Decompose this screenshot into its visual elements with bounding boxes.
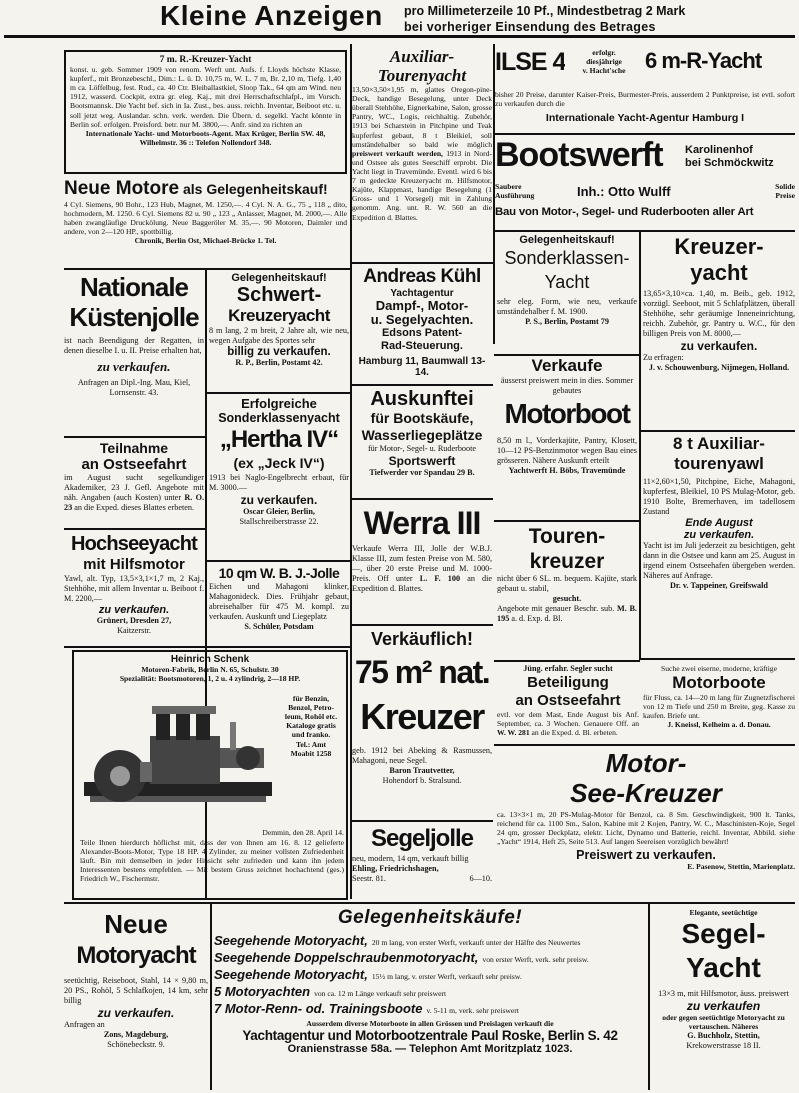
offer-item bbox=[214, 983, 646, 1000]
ad-body: für Fluss, ca. 14—20 m lang für Zugnetzfischerei von 12 m Tiefe und 250 m Breite, geg. Kasse zu kaufen. Briefe unt. bbox=[643, 693, 795, 721]
ad-body: 13,65×3,10×ca. 1,40, m. Beib., geb. 1912, vorzügl. Seeboot, mit 5 Schlafplätzen, überall Stehhöhe, sehr geräumige Inneneinrichtung, reichh. Zubehör, gr. Pantry u. W.C., für den billigen Preis von M. 8000,— bbox=[643, 289, 795, 338]
ad-body-text-2: Angebote mit genauer Beschr. sub. bbox=[497, 604, 615, 613]
ad-code: W. W. 281 bbox=[497, 728, 530, 738]
ad-contact-l2: Kaitzerstr. bbox=[117, 626, 151, 635]
ad-title-l2: an Ostseefahrt bbox=[515, 692, 621, 709]
price-line-2: bei vorheriger Einsendung des Betrages bbox=[404, 20, 656, 34]
company-address: Motoren-Fabrik, Berlin N. 65, Schulstr. 30 bbox=[141, 665, 279, 674]
ad-body: 8 m lang, 2 m breit, 2 Jahre alt, wie neu, wegen Aufgabe des Sportes sehr bbox=[209, 326, 349, 345]
ad-contact-l1: Baron Trautvetter, bbox=[389, 766, 455, 775]
ad-neue-motoryacht bbox=[64, 908, 208, 1090]
ad-body: ca. 13×3×1 m, 20 PS-Mulag-Motor für Benzol, ca. 8 Sm. Geschwindigkeit, 900 lt. Tanks, reichend für ca. 1100 Sm., Salon, Kabine mit 2 Kojen, Pantry, W. C., Maschinisten-Koje, Segel 24 qm, grosser Deckplatz, elektr. Licht, Dynamo und Batterie, reichl. Inventar, Abbild. siehe „Yacht“ 1914, Heft 25, Seite 513. Auf langen Seereisen vorzüglich bewährt! bbox=[497, 810, 795, 847]
ad-andreas-kuehl bbox=[352, 266, 492, 382]
ad-contact: Dr. v. Tappeiner, Greifswald bbox=[670, 581, 768, 590]
ad-segeljolle bbox=[352, 824, 492, 898]
ad-contact: J. v. Schouwenburg, Nijmegen, Holland. bbox=[648, 363, 790, 372]
ad-size: 75 m² nat. bbox=[354, 654, 490, 690]
ad-body-2: oder gegen seetüchtige Motoryacht zu vertauschen. Näheres bbox=[662, 1013, 785, 1032]
ad-title-l2: Kreuzeryacht bbox=[228, 306, 330, 325]
ad-code: L. F. 100 bbox=[419, 574, 461, 583]
offer-list bbox=[214, 932, 646, 1017]
ad-brand: Sportswerft bbox=[388, 454, 456, 468]
ad-middle bbox=[570, 48, 638, 75]
ad-contact-l2: Schönebeckstr. 9. bbox=[107, 1040, 165, 1049]
ad-contact: P. S., Berlin, Postamt 79 bbox=[525, 317, 609, 326]
ad-title-l1: Neue bbox=[104, 909, 168, 939]
ad-sell: zu verkaufen. bbox=[683, 529, 755, 541]
ad-title: 10 qm W. B. J.-Jolle bbox=[218, 565, 340, 581]
ad-sub: für Motor-, Segel- u. Ruderboote bbox=[367, 444, 477, 453]
ad-title-l2: yacht bbox=[690, 260, 748, 285]
ad-sonderklassen-yacht bbox=[497, 234, 637, 354]
ad-body: neu, modern, 14 qm, verkauft billig bbox=[352, 854, 469, 863]
ad-segel-yacht bbox=[652, 908, 795, 1090]
ad-bootswerft bbox=[495, 136, 795, 228]
ad-services: Bau von Motor-, Segel- und Ruderbooten aller Art bbox=[495, 206, 754, 218]
ad-sell: zu verkaufen. bbox=[680, 339, 758, 353]
ad-body-2 bbox=[497, 604, 637, 624]
ad-title-l1: Kreuzer- bbox=[674, 234, 764, 259]
ad-body: konst. u. geb. Sommer 1909 von renom. Werft unt. Aufs. f. Lloyds höchste Klasse, kupferf., mit Bronzebeschl., Dim.: L. ü. D. 10,75 m, W. L. 7 m, Br. 2,10 m, Tiefg. 1,40 m ca. Löffelbug, fest. Rud., ca. 40 Ctr. Bleiballastkiel, Sloop Tak., 64 qm am Wind. neu 1912, wasserd. Cockpit, extra gr. eleg. Kaj., mit drei Herrschaftschlafpl., im Vorsch. Bootsmannsk. Die Yacht bef. sich in Ia. Zust., bes. auss. reichh. Inventar, Beiboot etc. u. soll jetzt weg. Auslandar. schn. verk. werden. Die Übern. d. segelkl. Yacht könnte in Berlin sof. erfolgen. Preisford. betr. nur M. 3800,—. Anfr. sind zu richten an bbox=[70, 65, 341, 129]
ad-body bbox=[64, 473, 204, 513]
feature-l7: Moabit 1258 bbox=[290, 748, 332, 758]
ad-title-l2: Motoryacht bbox=[76, 942, 196, 969]
ad-title-l1: Sonderklassen- bbox=[504, 248, 630, 268]
ad-contact: Internationale Yacht-Agentur Hamburg I bbox=[545, 112, 745, 124]
testimonial-text: Teile Ihnen hierdurch höflichst mit, dass der von Ihnen am 16. 8. 12 gelieferte Alexander-Boots-Motor, Type 18 HP. 4 Zylinder, zu meiner vollsten Zufriedenheit läuft. Bin mit demselben in jeder Hinsicht sehr zufrieden und kann ihn jedem Interessenten bestens empfehlen. — Mit bestem Gruss zeichnet hochachtend (ges.) Friedrich W., Fischermstr. bbox=[80, 838, 344, 884]
ad-title-l1: Touren- bbox=[528, 525, 606, 548]
ad-head: Suche zwei eiserne, moderne, kräftige bbox=[661, 664, 777, 673]
offer-item bbox=[214, 932, 646, 949]
price-line-1: pro Millimeterzeile 10 Pf., Mindestbetrag 2 Mark bbox=[404, 4, 686, 18]
ad-title-l1: Motor- bbox=[605, 748, 687, 778]
ad-body: bisher 20 Preise, darunter Kaiser-Preis, Burmester-Preis, ausserdem 2 Punktpreise, ist evtl. sofort zu verkaufen durch die bbox=[495, 90, 795, 109]
ad-sell: zu verkaufen bbox=[686, 999, 761, 1014]
ad-head-l1: Erfolgreiche bbox=[241, 396, 317, 411]
ad-neue-motore bbox=[64, 178, 347, 266]
ad-kreuzer-yacht bbox=[643, 234, 795, 428]
ad-title: Motorboote bbox=[672, 673, 766, 693]
ad-sell: zu verkaufen. bbox=[98, 604, 170, 616]
ad-head: Gelegenheitskauf! bbox=[231, 272, 327, 284]
ad-hertha-iv bbox=[209, 396, 349, 558]
ad-auskunftei bbox=[352, 388, 492, 496]
offer-detail: von erster Werft, verk. sehr preisw. bbox=[482, 955, 589, 964]
ad-title: Verkäuflich! bbox=[370, 629, 474, 649]
ad-title: Verkaufe bbox=[531, 356, 603, 375]
ad-left-l2: Ausführung bbox=[495, 191, 535, 201]
ad-left-note bbox=[495, 182, 555, 200]
ad-head-l2: Sonderklassenyacht bbox=[218, 411, 340, 425]
ad-title: Bootswerft bbox=[495, 136, 663, 174]
offer-name: 7 Motor-Renn- od. Trainingsboote bbox=[214, 1001, 423, 1016]
ad-title-l2: See-Kreuzer bbox=[570, 778, 722, 808]
ad-body bbox=[352, 544, 492, 594]
ad-body: 13×3 m, mit Hilfsmotor, äuss. preiswert bbox=[658, 989, 789, 999]
ad-sell: zu verkaufen. bbox=[97, 359, 171, 374]
ad-item: Kreuzer bbox=[360, 696, 484, 737]
ad-middle-l2: diesjährige bbox=[586, 57, 622, 67]
ad-body-text: evtl. vor dem Mast, Ende August bis Anf. September, ca. 3 Wochen. Genauere Off. an bbox=[497, 710, 639, 729]
ad-jolle-10qm bbox=[209, 564, 349, 646]
ad-line2: u. Segelyachten. bbox=[370, 312, 474, 327]
ad-title-l2: tourenyawl bbox=[674, 454, 764, 473]
page-title: Kleine Anzeigen bbox=[160, 0, 383, 31]
ad-title-l2: für Bootskäufe, bbox=[370, 410, 474, 426]
yacht-name: ILSE 4 bbox=[495, 48, 565, 76]
ad-teilnahme-ostseefahrt bbox=[64, 440, 204, 526]
offer-detail: 15½ m lang, v. erster Werft, verkauft sehr preisw. bbox=[371, 972, 522, 981]
ad-sell: billig zu verkaufen. bbox=[227, 346, 331, 358]
ad-nationale-kuestenjolle bbox=[64, 272, 204, 434]
ad-address: Hamburg 11, Baumwall 13-14. bbox=[358, 356, 486, 378]
ad-contact-l2: Stallschreiberstrasse 22. bbox=[239, 517, 319, 526]
ad-contact-2 bbox=[352, 874, 492, 884]
ad-body-text-2: an die Exped. d. Bl. erbeten. bbox=[531, 728, 618, 738]
offer-name: 5 Motoryachten bbox=[214, 984, 311, 999]
ad-body: 11×2,60×1,50, Pitchpine, Eiche, Mahagoni, kupferfest, Bleikiel, 10 PS Mulag-Motor, geb. 1910 Bolte, Bremerhaven, im tadellosem Zustand bbox=[643, 477, 795, 516]
ad-emphasis: preiswert verkauft werden, bbox=[352, 148, 443, 158]
ad-head: Jüng. erfahr. Segler sucht bbox=[523, 664, 613, 673]
feature-l3: leum, Rohöl etc. bbox=[284, 712, 338, 722]
ad-body: Yawl, alt. Typ, 13,5×3,1×1,7 m, 2 Kaj., Stehhöhe, mit allem Inventar u. Beiboot f. M. 2200,— bbox=[64, 574, 204, 603]
ad-address: Tiefwerder vor Spandau 29 B. bbox=[369, 468, 475, 477]
ad-body: 4 Cyl. Siemens, 90 Bohr., 123 Hub, Magnet, M. 1250,—. 4 Cyl. N. A. G., 75 „ 118 „ dito, hochmodern, M. 1250. 6 Cyl. Siemens 82 u. 90 „ 123 „ Anlasser, Magnet, M. 2000,—. Alle haben zwangläufige Druckölung. Neue Baggeröler M. 35,—. 90 Motoren, Daimler und andere, von 2—120 HP., spottbillig. bbox=[64, 200, 347, 237]
ad-wanted: gesucht. bbox=[552, 594, 582, 603]
ad-line3: Edsons Patent- bbox=[381, 327, 463, 339]
ad-agency: Yachtagentur und Motorbootzentrale Paul Roske, Berlin S. 42 bbox=[242, 1028, 618, 1044]
feature-l2: Benzol, Petro- bbox=[288, 703, 334, 713]
ad-right-l2: Preise bbox=[775, 191, 795, 201]
ad-right-l1: Solide bbox=[775, 182, 795, 191]
ad-title: Segeljolle bbox=[370, 825, 474, 852]
ad-contact: Chronik, Berlin Ost, Michael-Brücke 1. Tel. bbox=[134, 236, 277, 246]
ad-title: Gelegenheitskäufe! bbox=[337, 907, 523, 928]
ad-contact: Yachtwerft H. Böbs, Travemünde bbox=[508, 466, 626, 475]
ad-title-l2: mit Hilfsmotor bbox=[83, 556, 185, 573]
ad-contact-l2: Hohendorf b. Stralsund. bbox=[382, 776, 462, 785]
ad-line4: Rad-Steuerung. bbox=[381, 340, 463, 352]
ad-heinrich-schenk bbox=[72, 650, 348, 900]
ad-body-text: im August sucht segelkundiger Akademiker, 23 J. Gefl. Angebote mit näh. Angaben (auch Kosten) unter bbox=[64, 473, 204, 502]
ad-auxiliar-tourenyawl bbox=[643, 434, 795, 656]
offer-item bbox=[214, 966, 646, 983]
ad-contact-l1: Zons, Magdeburg, bbox=[103, 1030, 169, 1039]
offer-item bbox=[214, 1000, 646, 1017]
ad-hochseeyacht bbox=[64, 532, 204, 644]
ad-title-line2: Tourenyacht bbox=[377, 66, 467, 85]
ad-body: 8,50 m l., Vorderkajüte, Pantry, Klosett, 10—12 PS-Benzinmotor wegen Bau eines grösseren. Nähere Auskunft erteilt bbox=[497, 436, 637, 465]
ad-contact: R. P., Berlin, Postamt 42. bbox=[235, 358, 323, 367]
ad-address: Oranienstrasse 58a. — Telephon Amt Moritzplatz 1023. bbox=[287, 1043, 573, 1056]
ad-place-l2: bei Schmöckwitz bbox=[685, 157, 774, 169]
ad-title-l2: Yacht bbox=[544, 272, 590, 292]
ad-title-l2: Küstenjolle bbox=[69, 302, 199, 332]
ad-body: seetüchtig, Reiseboot, Stahl, 14 × 9,80 m, 20 PS., Rohöl, 5 Schlafkojen, 14 km, sehr billig bbox=[64, 976, 208, 1005]
ad-owner: Inh.: Otto Wulff bbox=[577, 184, 671, 199]
testimonial-date: Demmin, den 28. April 14. bbox=[262, 828, 344, 837]
ad-title-l2: Yacht bbox=[686, 952, 761, 984]
ad-gelegenheitskaeufe bbox=[214, 906, 646, 1090]
ad-body: geb. 1912 bei Abeking & Rasmussen, Mahagoni, neue Segel. bbox=[352, 746, 492, 765]
ad-contact-pre: Anfragen an bbox=[64, 1020, 105, 1029]
ad-sell: zu verkaufen. bbox=[240, 493, 318, 507]
ad-place bbox=[685, 144, 795, 170]
ad-body-text-2: 1913 in Nord- und Ostsee als gutes Seeschiff erprobt. Die Yacht liegt in Travemünde. Eventl. wird 6 bis 7 m gedeckte Kreuzeryacht m. Hilfsmotor, Kajüte, Klappmast, handige Besegelung (1 Gross- und 1 Vorsegel) mit in Zahlung genomm. Ang. unt. R. W. 560 an die Expedition d. Blattes. bbox=[352, 148, 492, 222]
ad-title-sub: als Gelegenheitskauf! bbox=[179, 181, 328, 197]
ad-item: Motorboot bbox=[504, 398, 630, 429]
engine-illustration bbox=[80, 692, 276, 824]
ad-middle-l3: v. Hacht'sche bbox=[582, 66, 626, 76]
ad-contact-l1: G. Buchholz, Stettin, bbox=[687, 1031, 760, 1041]
ad-title-main: Neue Motore bbox=[64, 178, 180, 199]
ad-auxiliar-tourenyacht bbox=[352, 48, 492, 260]
ad-line1: Dampf-, Motor- bbox=[375, 298, 469, 313]
ad-kreuzer-7m bbox=[64, 50, 347, 174]
ad-code: R. O. 23 bbox=[64, 493, 204, 512]
ad-head: Elegante, seetüchtige bbox=[689, 908, 758, 917]
ad-title-l1: Teilnahme bbox=[99, 440, 169, 456]
feature-l1: für Benzin, bbox=[292, 694, 330, 703]
ad-contact: Internationale Yacht- und Motorboots-Agent. Max Krüger, Berlin SW. 48, Wilhelmstr. 36 :: Telefon Nollendorf 348. bbox=[85, 128, 326, 147]
ad-sub: Yachtagentur bbox=[390, 288, 454, 299]
ad-place-l1: Karolinenhof bbox=[685, 144, 753, 156]
ad-middle-l1: erfolgr. bbox=[592, 48, 616, 57]
ad-verkauflich-kreuzer bbox=[352, 628, 492, 818]
ad-ilse4 bbox=[495, 48, 795, 134]
yacht-type: 6 m-R-Yacht bbox=[645, 48, 762, 73]
ad-date: Ende August bbox=[685, 517, 753, 529]
feature-l5: und franko. bbox=[291, 730, 331, 740]
feature-l4: Kataloge gratis bbox=[286, 721, 336, 731]
ad-name: Andreas Kühl bbox=[363, 266, 481, 287]
ad-title-l1: Schwert- bbox=[236, 284, 322, 306]
ad-werra-iii bbox=[352, 502, 492, 622]
ad-schwert-kreuzeryacht bbox=[209, 272, 349, 390]
ad-title: Werra III bbox=[363, 505, 481, 541]
ad-footer-note: Ausserdem diverse Motorboote in allen Grössen und Preislagen verkauft die bbox=[306, 1019, 554, 1028]
ad-title-l1: 8 t Auxiliar- bbox=[673, 434, 765, 453]
ad-contact: S. Schüler, Potsdam bbox=[244, 622, 314, 631]
ad-title-l1: Nationale bbox=[79, 272, 189, 302]
ad-sell: zu verkaufen. bbox=[97, 1006, 175, 1020]
offer-detail: von ca. 12 m Länge verkauft sehr preiswert bbox=[314, 989, 447, 998]
ad-right-note bbox=[735, 182, 795, 200]
ad-contact-l1: Oscar Gleier, Berlin, bbox=[243, 507, 315, 516]
offer-detail: 20 m lang, von erster Werft, verkauft unter der Hälfte des Neuwertes bbox=[371, 938, 581, 947]
ad-title bbox=[64, 178, 347, 200]
feature-l6: Tel.: Amt bbox=[295, 739, 327, 749]
ad-head: Gelegenheitskauf! bbox=[519, 234, 615, 246]
ad-body-text: Verkaufe Werra III, Jolle der W.B.J. Klasse III, zum festen Preise von M. 580,—, über 20 erste Preise und M. 1000-Preis. Off unter bbox=[352, 544, 492, 583]
ad-body: sehr eleg. Form, wie neu, verkaufe umständehalber f. M. 1900. bbox=[497, 297, 637, 316]
yacht-aka: (ex „Jeck IV“) bbox=[233, 455, 325, 471]
ad-title-l2: an Ostseefahrt bbox=[81, 456, 187, 473]
ad-title-l1: Hochseeyacht bbox=[70, 533, 197, 555]
ad-contact-l1: Grünert, Dresden 27, bbox=[96, 616, 172, 625]
ad-title-l1: Beteiligung bbox=[527, 674, 609, 691]
ad-body-text-2: an die Exped. dieses Blattes erbeten. bbox=[74, 503, 195, 512]
page-header bbox=[4, 0, 795, 38]
ad-beteiligung-ostseefahrt bbox=[497, 664, 639, 742]
ad-body-2: Yacht ist im Juli jederzeit zu besichtigen, geht dann in die Ostsee und kann am 25. August in irgend einem Ostseehafen übergeben werden. Näheres auf Anfrage. bbox=[643, 541, 795, 580]
offer-name: Seegehende Doppelschraubenmotoryacht, bbox=[214, 950, 479, 965]
company-specialty: Spezialität: Bootsmotoren, 1, 2 u. 4 zylindrig, 2—18 HP. bbox=[119, 674, 301, 684]
ad-title-l3: Wasserliegeplätze bbox=[361, 427, 483, 443]
ad-title-l1: Auskunftei bbox=[370, 388, 474, 410]
ad-title-l1: Segel- bbox=[681, 918, 766, 950]
ad-body: nicht über 6 SL. m. bequem. Kajüte, stark gebaut u. stabil, bbox=[497, 574, 637, 593]
ad-sub: äusserst preiswert mein in dies. Sommer gebautes bbox=[500, 376, 634, 395]
ad-contact: Ehling, Friedrichshagen, bbox=[352, 864, 439, 873]
ad-contact-street: Seestr. 81. bbox=[352, 874, 386, 883]
ad-body: ist nach Beendigung der Regatten, in denen dieselbe I. u. II. Preise erhalten hat, bbox=[64, 336, 204, 355]
ad-contact-l2: Krekowerstrasse 18 II. bbox=[686, 1041, 761, 1051]
ad-title: 7 m. R.-Kreuzer-Yacht bbox=[159, 55, 252, 65]
ad-sell: Preiswert zu verkaufen. bbox=[576, 848, 716, 863]
ad-code: M. B. 195 bbox=[497, 604, 637, 623]
ad-body: 1913 bei Naglo-Engelbrecht erbaut, für M. 3000.— bbox=[209, 473, 349, 492]
ad-motorboote-wanted bbox=[643, 664, 795, 742]
ad-contact: J. Kneissl, Kelheim a. d. Donau. bbox=[667, 720, 771, 730]
ad-title-l2: kreuzer bbox=[529, 550, 605, 573]
ad-body bbox=[497, 710, 639, 737]
offer-name: Seegehende Motoryacht, bbox=[214, 967, 368, 982]
offer-name: Seegehende Motoryacht, bbox=[214, 933, 368, 948]
yacht-name: „Hertha IV“ bbox=[219, 426, 339, 453]
offer-item bbox=[214, 949, 646, 966]
ad-left-l1: Saubere bbox=[495, 182, 522, 191]
ad-body-text-3: a. d. Exp. d. Bl. bbox=[511, 614, 563, 623]
ad-code: 6—10. bbox=[469, 874, 492, 883]
ad-contact: Anfragen an Dipl.-Ing. Mau, Kiel, Lornsenstr. 43. bbox=[77, 378, 191, 397]
product-features bbox=[278, 694, 344, 758]
ad-verkaufe-motorboot bbox=[497, 356, 637, 520]
ad-title-line1: Auxiliar- bbox=[389, 48, 455, 66]
ad-tourenkreuzer bbox=[497, 524, 637, 658]
ad-body: Eichen und Mahagoni klinker, Mahagonideck. Dies. Frühjahr gebaut, abreisehalber für 475 M. kompl. zu verkaufen. Auskunft und Liegeplatz bbox=[209, 582, 349, 621]
ad-contact: E. Pasenow, Stettin, Marienplatz. bbox=[687, 862, 795, 872]
ad-motor-see-kreuzer bbox=[497, 748, 795, 896]
ad-contact-pre: Zu erfragen: bbox=[643, 353, 684, 362]
ad-body bbox=[352, 85, 492, 222]
ad-body-text: 13,50×3,50×1,95 m, glattes Oregon-pine-Deck, handige Besegelung, unter Deck überall Stehhöhe, Eignerkabine, Salon, grosse Pantry, WC., Logis, reichhaltig. Zubehör, 1913 bei Scharstein in Pitchpine und Teak kupferfest gebaut, 8 t Bleikiel, soll umständehalber so bald wie möglich bbox=[352, 85, 492, 149]
ad-body-text-2: an die Expedition d. Blattes. bbox=[352, 574, 492, 593]
company-name: Heinrich Schenk bbox=[170, 654, 250, 665]
offer-detail: v. 5-11 m, verk. sehr preiswert bbox=[426, 1006, 519, 1015]
